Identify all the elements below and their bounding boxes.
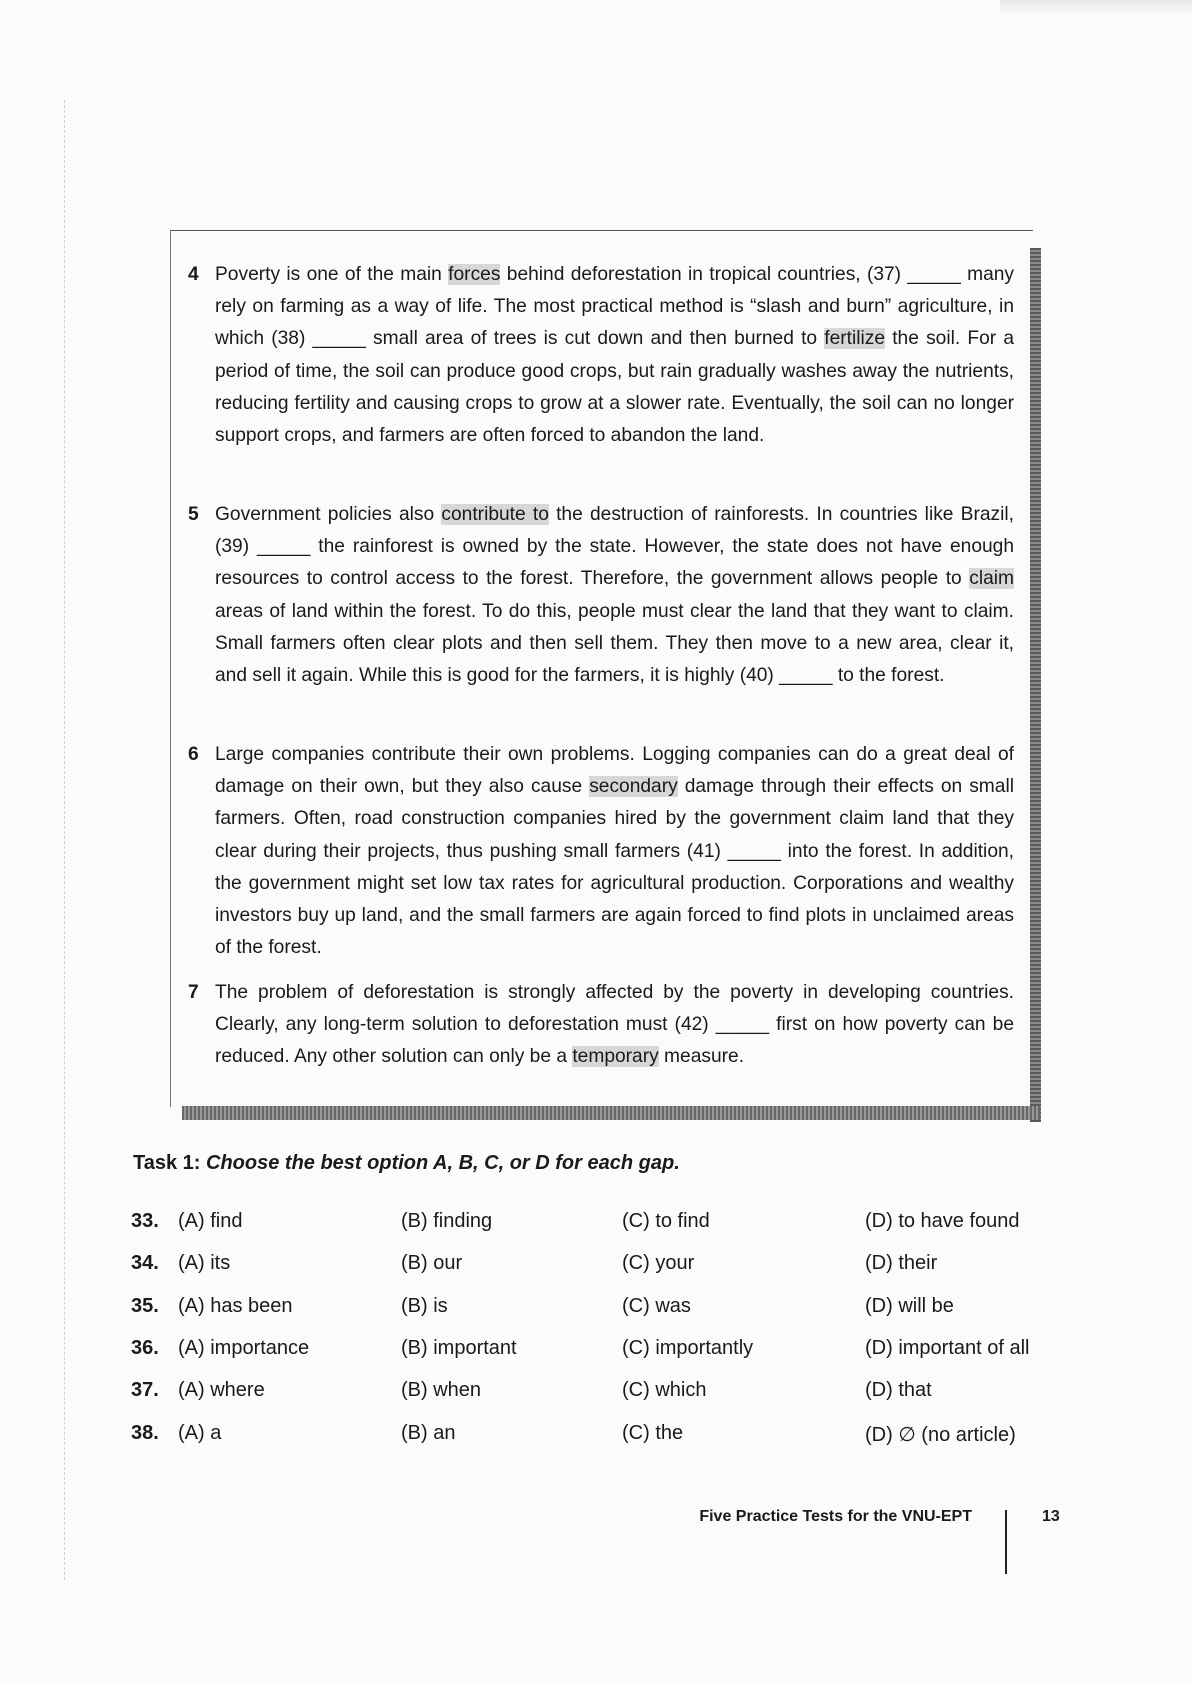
option-c: (C) was	[622, 1294, 691, 1317]
text-segment: the destruction of rainforests. In countries like Brazil, (39) _____ the rainforest is owned by the state. However, the state does not have enough resources to control access to the forest. Therefore, the government allows people to	[215, 504, 1014, 590]
option-b: (B) when	[401, 1379, 482, 1402]
paragraph-text	[215, 977, 1014, 1074]
text-segment: damage through their effects on small farmers. Often, road construction companies hired by the government claim land that they clear during their projects, thus pushing small farmers (41) _____ into the forest. In addition, the government might set low tax rates for agricultural production. Corporations and wealthy investors buy up land, and the small farmers are again forced to find plots in unclaimed areas of the forest.	[215, 776, 1014, 959]
paragraph	[188, 977, 1014, 1074]
highlighted-word: temporary	[572, 1046, 659, 1068]
task-instruction: Choose the best option A, B, C, or D for each gap.	[206, 1152, 680, 1174]
text-segment: Large companies contribute their own problems. Logging companies can do a great deal of damage on their own, but they also cause	[215, 744, 1014, 798]
option-b: (B) an	[401, 1421, 456, 1444]
question-row	[0, 1252, 1192, 1282]
highlighted-word: secondary	[589, 776, 678, 798]
question-number: 37.	[131, 1379, 159, 1402]
option-d: (D) their	[865, 1252, 938, 1275]
option-a: (A) a	[178, 1421, 222, 1444]
highlighted-word: claim	[969, 568, 1014, 590]
text-segment: behind deforestation in tropical countries, (37) _____ many rely on farming as a way of life. The most practical method is “slash and burn” agriculture, in which (38) _____ small area of trees is cut down and then burned to	[215, 264, 1015, 350]
question-row	[0, 1295, 1192, 1325]
question-number: 35.	[131, 1294, 159, 1317]
question-row	[0, 1379, 1192, 1409]
footer-book-title: Five Practice Tests for the VNU-EPT	[699, 1508, 972, 1525]
task-heading	[133, 1152, 680, 1175]
paragraph	[188, 259, 1014, 452]
paragraph-number: 7	[188, 982, 199, 1003]
option-a: (A) its	[178, 1252, 231, 1275]
question-number: 36.	[131, 1336, 159, 1359]
option-b: (B) our	[401, 1252, 463, 1275]
option-a: (A) where	[178, 1379, 265, 1402]
paragraph-number: 4	[188, 264, 199, 285]
question-number: 34.	[131, 1252, 159, 1275]
option-b: (B) important	[401, 1336, 517, 1359]
text-segment: Government policies also	[215, 504, 442, 525]
paragraph-number: 5	[188, 504, 199, 525]
text-segment: areas of land within the forest. To do this, people must clear the land that they want to claim. Small farmers often clear plots and then sell them. They then move to a new area, clear it, and sell it again. While this is good for the farmers, it is highly (40) _____ to the forest.	[215, 600, 1014, 687]
option-d: (D) important of all	[865, 1336, 1030, 1359]
option-a: (A) find	[178, 1210, 243, 1232]
paragraph-text	[215, 499, 1014, 692]
option-d: (D) to have found	[865, 1210, 1020, 1232]
paragraph	[188, 739, 1014, 964]
highlighted-word: fertilize	[824, 328, 886, 350]
question-row	[0, 1210, 1192, 1240]
paragraph-number: 6	[188, 744, 199, 765]
option-d: (D) that	[865, 1379, 932, 1402]
text-segment: Poverty is one of the main	[215, 264, 449, 285]
text-segment: The problem of deforestation is strongly affected by the poverty in developing countries. Clearly, any long-term solution to deforestation must (42) _____ first on how poverty can be reduced. Any other solution can only be a	[215, 982, 1014, 1068]
passage-box-shadow-bottom	[182, 1106, 1040, 1120]
highlighted-word: contribute to	[441, 504, 549, 525]
option-b: (B) finding	[401, 1210, 493, 1232]
passage-box-shadow-right	[1030, 248, 1041, 1122]
task-label: Task 1:	[133, 1152, 201, 1174]
option-d: (D) ∅ (no article)	[865, 1423, 1016, 1446]
option-c: (C) which	[622, 1379, 707, 1402]
option-c: (C) your	[622, 1252, 695, 1275]
text-segment: the soil. For a period of time, the soil can produce good crops, but rain gradually washes away the nutrients, reducing fertility and causing crops to grow at a slower rate. Eventually, the soil can no longer support crops, and farmers are often forced to abandon the land.	[215, 328, 1014, 447]
question-row	[0, 1422, 1192, 1452]
option-a: (A) has been	[178, 1294, 293, 1317]
paragraph	[188, 499, 1014, 692]
footer-divider	[1005, 1510, 1007, 1574]
option-d: (D) will be	[865, 1294, 954, 1317]
highlighted-word: forces	[448, 264, 501, 285]
paragraph-text	[215, 259, 1014, 452]
option-c: (C) the	[622, 1421, 684, 1444]
question-number: 33.	[131, 1210, 159, 1232]
text-segment: measure.	[658, 1046, 745, 1068]
option-c: (C) importantly	[622, 1336, 754, 1359]
option-b: (B) is	[401, 1294, 448, 1317]
page-number: 13	[1042, 1508, 1060, 1525]
question-number: 38.	[131, 1421, 159, 1444]
option-c: (C) to find	[622, 1210, 710, 1232]
question-row	[0, 1337, 1192, 1367]
scan-shadow	[1000, 0, 1192, 14]
option-a: (A) importance	[178, 1336, 310, 1359]
paragraph-text	[215, 739, 1014, 964]
